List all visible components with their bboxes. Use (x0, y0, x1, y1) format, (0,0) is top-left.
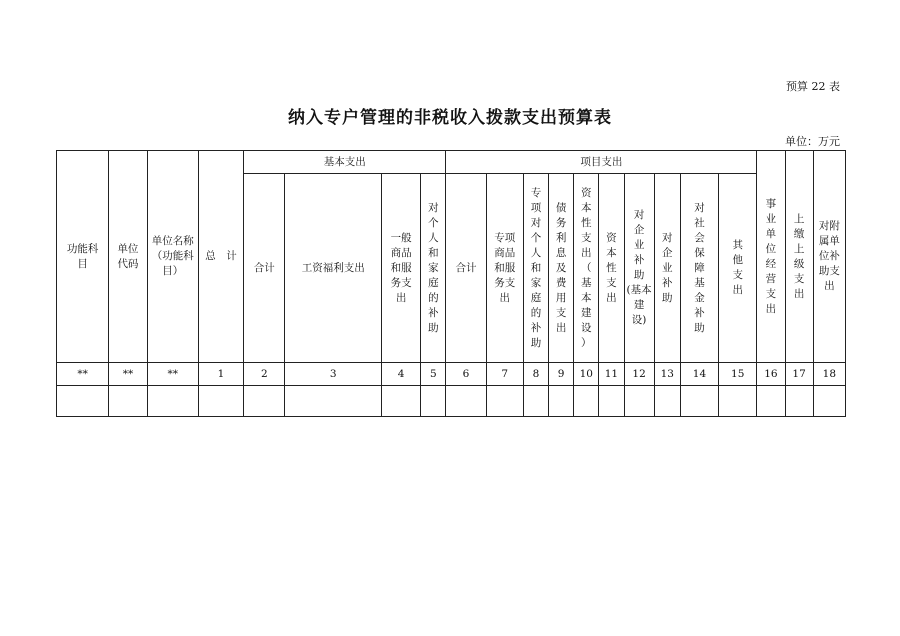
index-cell: 11 (599, 363, 624, 386)
header-project-other: 其 他 支 出 (719, 174, 757, 363)
empty-cell (244, 386, 285, 417)
empty-cell (757, 386, 785, 417)
empty-cell (549, 386, 574, 417)
index-cell: 17 (785, 363, 813, 386)
index-cell: 10 (574, 363, 599, 386)
index-cell: 8 (523, 363, 548, 386)
header-superior-payment: 上 缴 上 级 支 出 (785, 151, 813, 363)
header-project-enterprise-construction: 对 企 业 补 助 (基本 建 设) (624, 174, 654, 363)
empty-cell (382, 386, 421, 417)
header-subsidy-affiliates: 对附 属单 位补 助支 出 (813, 151, 845, 363)
header-row-groups (57, 151, 846, 174)
index-row (57, 363, 846, 386)
empty-cell (147, 386, 198, 417)
index-cell: ** (57, 363, 109, 386)
index-cell: 16 (757, 363, 785, 386)
empty-cell (719, 386, 757, 417)
header-basic-subtotal: 合计 (244, 174, 285, 363)
header-basic-wages: 工资福利支出 (285, 174, 382, 363)
empty-cell (57, 386, 109, 417)
empty-cell (680, 386, 718, 417)
index-cell: 9 (549, 363, 574, 386)
empty-cell (285, 386, 382, 417)
index-cell: 2 (244, 363, 285, 386)
form-code: 预算 22 表 (786, 80, 840, 93)
empty-cell (486, 386, 523, 417)
empty-cell (785, 386, 813, 417)
header-unit-name: 单位名称 （功能科 目） (147, 151, 198, 363)
empty-cell (421, 386, 446, 417)
budget-table (56, 150, 846, 417)
header-project-social-security: 对 社 会 保 障 基 金 补 助 (680, 174, 718, 363)
index-cell: 12 (624, 363, 654, 386)
empty-cell (813, 386, 845, 417)
header-basic-personal: 对 个 人 和 家 庭 的 补 助 (421, 174, 446, 363)
empty-cell (654, 386, 680, 417)
empty-cell (446, 386, 486, 417)
empty-cell (523, 386, 548, 417)
index-cell: 4 (382, 363, 421, 386)
index-cell: 15 (719, 363, 757, 386)
header-total: 总 计 (198, 151, 243, 363)
header-unit-code: 单位 代码 (109, 151, 147, 363)
index-cell: 6 (446, 363, 486, 386)
empty-cell (109, 386, 147, 417)
page-title: 纳入专户管理的非税收入拨款支出预算表 (288, 108, 612, 128)
empty-cell (599, 386, 624, 417)
header-project-enterprise: 对 企 业 补 助 (654, 174, 680, 363)
index-cell: 3 (285, 363, 382, 386)
header-project-personal: 专 项 对 个 人 和 家 庭 的 补 助 (523, 174, 548, 363)
index-cell: ** (109, 363, 147, 386)
empty-cell (624, 386, 654, 417)
header-project-subtotal: 合计 (446, 174, 486, 363)
header-basic-goods: 一般 商品 和服 务支 出 (382, 174, 421, 363)
index-cell: 18 (813, 363, 845, 386)
index-cell: 5 (421, 363, 446, 386)
empty-cell (574, 386, 599, 417)
unit-label: 单位：万元 (785, 135, 840, 148)
header-func-subject: 功能科 目 (57, 151, 109, 363)
header-project-capital-construction: 资 本 性 支 出 （ 基 本 建 设 ） (574, 174, 599, 363)
header-project-capital: 资 本 性 支 出 (599, 174, 624, 363)
index-cell: 7 (486, 363, 523, 386)
data-row-empty (57, 386, 846, 417)
header-project-expenditure: 项目支出 (446, 151, 757, 174)
header-business-operation: 事 业 单 位 经 营 支 出 (757, 151, 785, 363)
empty-cell (198, 386, 243, 417)
index-cell: 13 (654, 363, 680, 386)
header-project-special-goods: 专项 商品 和服 务支 出 (486, 174, 523, 363)
header-basic-expenditure: 基本支出 (244, 151, 446, 174)
index-cell: 14 (680, 363, 718, 386)
header-project-debt: 债 务 利 息 及 费 用 支 出 (549, 174, 574, 363)
index-cell: ** (147, 363, 198, 386)
index-cell: 1 (198, 363, 243, 386)
